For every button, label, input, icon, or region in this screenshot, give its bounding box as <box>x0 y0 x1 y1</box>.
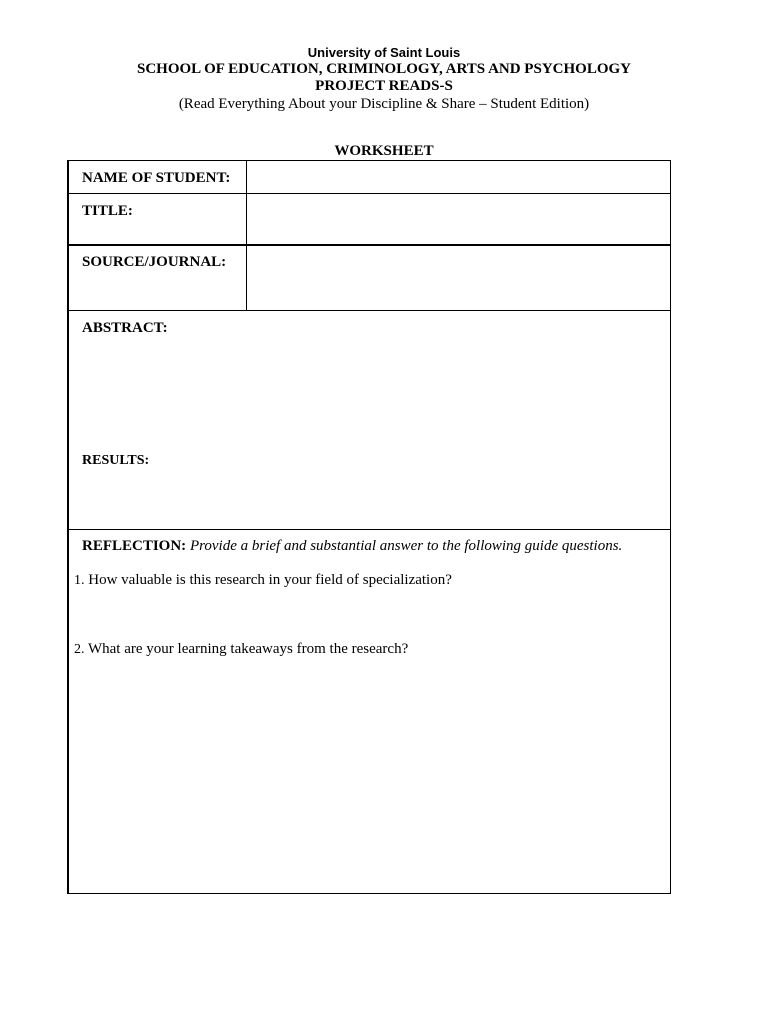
reflection-heading <box>82 537 622 555</box>
document-header <box>0 44 768 114</box>
reflection-label: REFLECTION: <box>82 538 187 554</box>
worksheet-title: WORKSHEET <box>334 143 434 159</box>
school-name: SCHOOL OF EDUCATION, CRIMINOLOGY, ARTS AND PSYCHOLOGY <box>137 61 631 77</box>
project-subtitle: (Read Everything About your Discipline & Share – Student Edition) <box>178 96 590 112</box>
title-label: TITLE: <box>82 203 133 219</box>
abstract-label: ABSTRACT: <box>82 320 168 336</box>
question-text: How valuable is this research in your field of specialization? <box>88 572 452 588</box>
question-number: 1. <box>74 573 85 588</box>
row-divider-source <box>69 310 670 311</box>
results-label: RESULTS: <box>82 453 150 468</box>
label-column-divider <box>246 161 247 311</box>
project-name: PROJECT READS-S <box>315 78 453 94</box>
name-label: NAME OF STUDENT: <box>82 170 231 186</box>
source-journal-label: SOURCE/JOURNAL: <box>82 254 227 270</box>
question-2 <box>74 640 408 659</box>
question-number: 2. <box>74 642 85 657</box>
row-divider-name <box>69 193 670 194</box>
row-divider-title <box>69 244 670 246</box>
reflection-instruction: Provide a brief and substantial answer to the following guide questions. <box>189 538 623 554</box>
university-name: University of Saint Louis <box>307 45 461 60</box>
row-divider-results <box>69 529 670 530</box>
worksheet-form <box>67 160 671 894</box>
question-text: What are your learning takeaways from the research? <box>87 641 409 657</box>
question-1 <box>74 571 452 590</box>
